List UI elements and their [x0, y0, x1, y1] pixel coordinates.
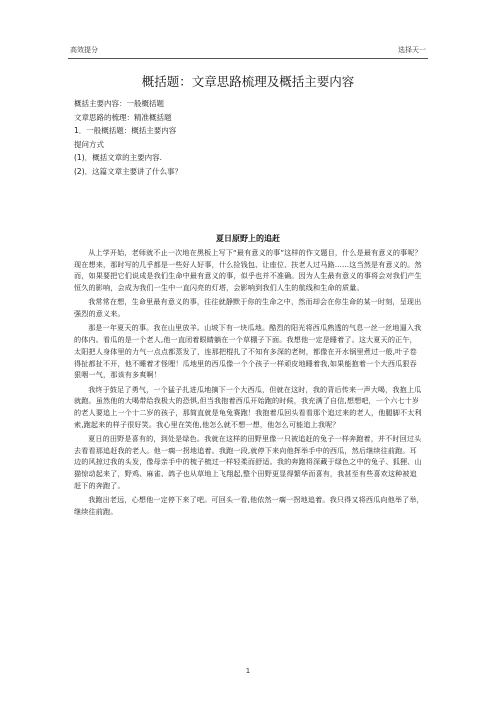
intro-line: 文章思路的梳理：精准概括题 — [74, 112, 172, 122]
intro-line: 提问方式 — [74, 139, 104, 149]
article-paragraph: 夏日的田野是喜有的，到处是绿色。我就在这样的田野里像一只被追赶的兔子一样奔跑着，并不时回过头去看看那追赶我的老人。他一瘸一拐地追着。我跑一段,就停下来向他挥举手中的西瓜，然后继续往前跑。耳边的风掠过我的头发，像母亲手中的梳子梳过一样轻柔而舒适。我的奔跑将深藏于绿色之中的兔子、狐狸、山猫惊动起来了，野鸡、麻雀、鸽子也从草地上飞翔起,整个田野更显得繁华而喜有，我甚至有些喜欢这种被追赶下的奔跑了。 — [74, 433, 422, 490]
header-right-text: 选择天一 — [398, 46, 426, 54]
article-paragraph: 我跑出老远，心想他一定停下来了吧。可回头一看,他依然一瘸一拐地追着。我只得又将西瓜向他举了举，继续往前跑。 — [74, 495, 424, 516]
article-paragraph: 我终于鼓足了勇气，一个猛子扎进瓜地摘下一个大西瓜，但就在这时，我的背后传来一声大喝，我抱上瓜就跑。虽然他的大喝带给我极大的恐惧,但当我抱着西瓜开始跑的时候，我充满了自信,想想吧，一个六七十岁的老人要追上一个十二岁的孩子，那简直就是龟兔赛跑！我抱着瓜回头看看那个追过来的老人，他腿脚不太利索,跑起来的样子很好笑。我心里在笑他,他怎么就不想一想，他怎么可能追上我呢？ — [74, 384, 422, 429]
page-title: 概括题：文章思路梳理及概括主要内容 — [141, 74, 355, 89]
header-left-text: 高效提分 — [70, 46, 98, 54]
intro-line: 1．一般概括题：概括主要内容 — [74, 126, 177, 136]
article-body — [74, 247, 424, 520]
page-header — [68, 44, 428, 59]
article-paragraph: 我常常在想，生命里最有意义的事，往往就静默于你的生命之中，然而却会在你生命的某一时刻，呈现出强烈的意义来。 — [74, 297, 422, 319]
intro-section — [74, 97, 182, 179]
intro-line: (2)．这篇文章主要讲了什么事？ — [74, 166, 183, 176]
page-number: 1 — [245, 667, 251, 675]
intro-line: 概括主要内容：一般概括题 — [74, 99, 164, 108]
article-paragraph: 那是一年夏天的事。我在山里放羊。山坡下有一块瓜地。酷烈的阳光将西瓜熟透的气息一丝一丝地逼入我的体内。看瓜的是一个老人,他一直闭着眼睛躺在一个草棚子下面。我想他一定是睡着了。这大夏天的正午，太阳把人身体里的力气一点点都蒸发了，连那把棍扎了不知有多深的老树，都像在开水锅里煮过一般,叶子卷得扯都扯不开，他不睡着才怪哩！瓜地里的西瓜像一个个孩子一样顽皮地睡着我,如果能抱着一个大西瓜狠吞狠咽一气，那该有多爽啊！ — [74, 323, 422, 380]
article-title: 夏日原野上的追赶 — [216, 234, 280, 243]
article-paragraph: 从上学开始，老师就不止一次地在黑板上写下“最有意义的事”这样的作文题目，什么是最有意义的事呢？现在想来，那时写的几乎都是一些好人好事，什么捡钱包、让座位、扶老人过马路……这当然是有意义的。然而，如果要把它们说成是我们生命中最有意义的事，似乎也并不准确。因为人生最有意义的事将会对我们产生恒久的影响，会成为我们一生中一直闪亮的灯塔，会影响到我们人生的航线和生命的质量。 — [74, 248, 422, 293]
intro-line: (1)．概括文章的主要内容. — [74, 153, 163, 163]
